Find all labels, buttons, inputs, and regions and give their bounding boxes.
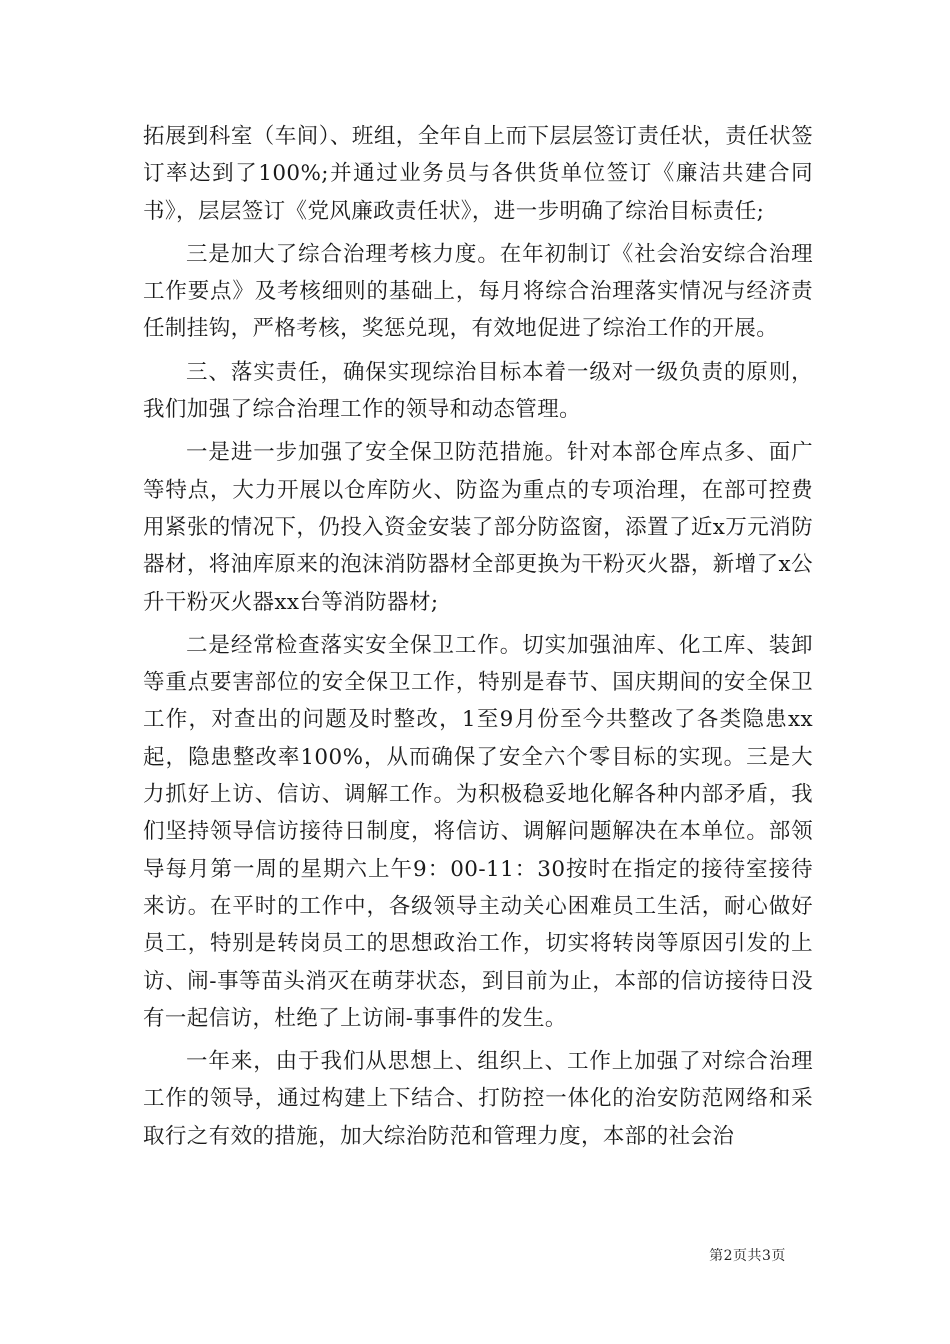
paragraph-2: 三是加大了综合治理考核力度。在年初制订《社会治安综合治理工作要点》及考核细则的基础上，每月将综合治理落实情况与经济责任制挂钩，严格考核，奖惩兑现，有效地促进了综治工作的开展。 bbox=[143, 241, 813, 342]
paragraph-3: 三、落实责任，确保实现综治目标本着一级对一级负责的原则，我们加强了综合治理工作的领导和动态管理。 bbox=[143, 359, 813, 423]
paragraph-6: 一年来，由于我们从思想上、组织上、工作上加强了对综合治理工作的领导，通过构建上下结合、打防控一体化的治安防范网络和采取行之有效的措施，加大综治防范和管理力度，本部的社会治 bbox=[143, 1049, 813, 1149]
page-number-footer: 第2页共3页 bbox=[709, 1248, 786, 1264]
document-body bbox=[143, 118, 813, 1155]
paragraph-5: 二是经常检查落实安全保卫工作。切实加强油库、化工库、装卸等重点要害部位的安全保卫工作，特别是春节、国庆期间的安全保卫工作，对查出的问题及时整改，1至9月份至今共整改了各类隐患xx起，隐患整改率100%，从而确保了安全六个零目标的实现。三是大力抓好上访、信访、调解工作。为积极稳妥地化解各种内部矛盾，我们坚持领导信访接待日制度，将信访、调解问题解决在本单位。部领导每月第一周的星期六上午9：00-11：30按时在指定的接待室接待来访。在平时的工作中，各级领导主动关心困难员工生活，耐心做好员工，特别是转岗员工的思想政治工作，切实将转岗等原因引发的上访、闹-事等苗头消灭在萌芽状态，到目前为止，本部的信访接待日没有一起信访，杜绝了上访闹-事事件的发生。 bbox=[143, 632, 813, 1031]
paragraph-4: 一是进一步加强了安全保卫防范措施。针对本部仓库点多、面广等特点，大力开展以仓库防火、防盗为重点的专项治理，在部可控费用紧张的情况下，仍投入资金安装了部分防盗窗，添置了近x万元消防器材，将油库原来的泡沫消防器材全部更换为干粉灭火器，新增了x公升干粉灭火器xx台等消防器材; bbox=[143, 440, 813, 615]
paragraph-1: 拓展到科室（车间）、班组，全年自上而下层层签订责任状，责任状签订率达到了100%;并通过业务员与各供货单位签订《廉洁共建合同书》，层层签订《党风廉政责任状》，进一步明确了综治目标责任; bbox=[143, 124, 813, 224]
